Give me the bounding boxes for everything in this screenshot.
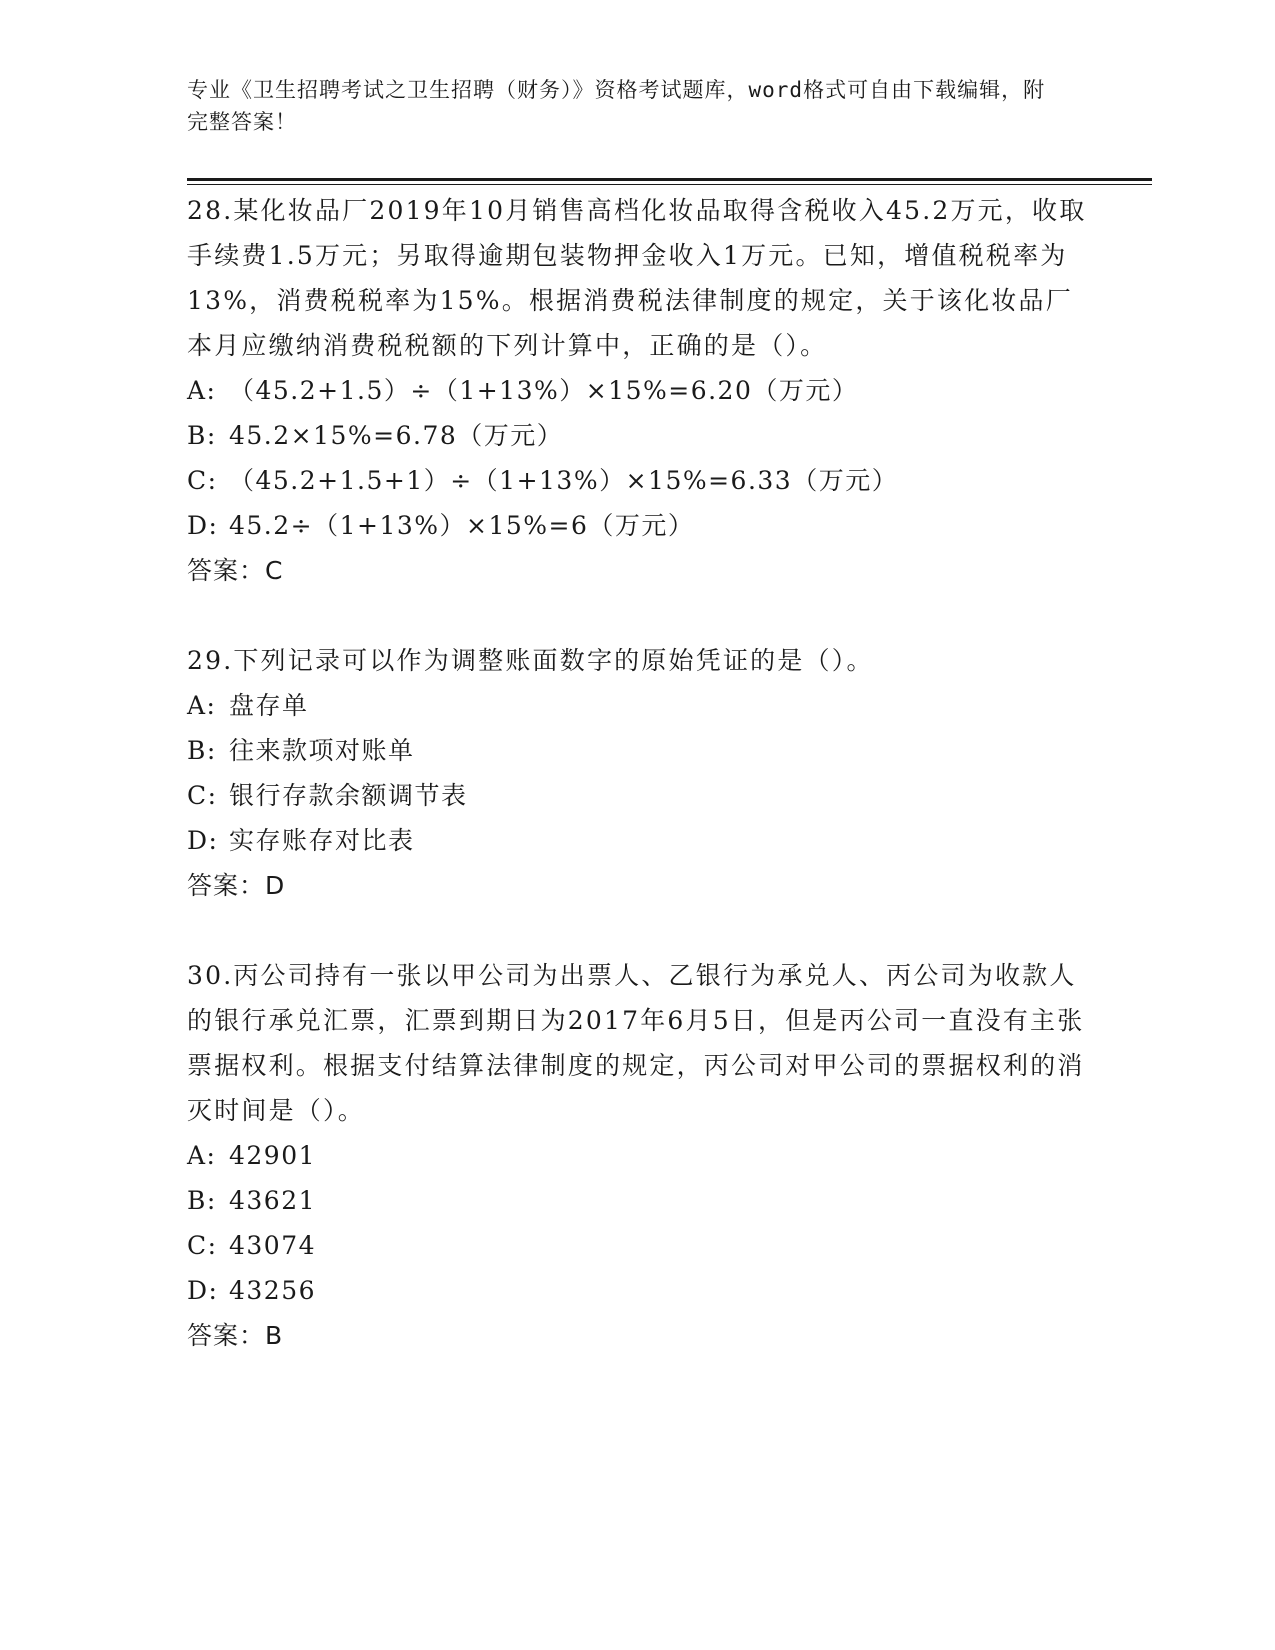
question-stem: 29.下列记录可以作为调整账面数字的原始凭证的是（）。 <box>187 646 874 675</box>
option-c <box>187 458 1087 503</box>
answer-line: 答案：D <box>187 871 286 900</box>
option-b <box>187 413 1087 458</box>
option-label: B: <box>187 1186 217 1215</box>
option-label: A: <box>187 376 217 405</box>
question-spacer <box>187 908 1087 953</box>
option-label: D: <box>187 511 219 540</box>
option-text: 盘存单 <box>229 691 309 720</box>
option-a <box>187 683 1087 728</box>
option-b <box>187 728 1087 773</box>
option-label: C: <box>187 466 218 495</box>
option-label: C: <box>187 781 218 810</box>
answer-line: 答案：B <box>187 1321 284 1350</box>
answer-line: 答案：C <box>187 556 284 585</box>
question-30 <box>187 953 1087 1358</box>
question-28 <box>187 188 1087 593</box>
option-label: D: <box>187 1276 219 1305</box>
option-text: 实存账存对比表 <box>229 826 415 855</box>
option-d <box>187 1268 1087 1313</box>
option-label: D: <box>187 826 219 855</box>
option-a <box>187 368 1087 413</box>
question-list <box>187 188 1087 1358</box>
question-29 <box>187 638 1087 908</box>
option-label: B: <box>187 736 217 765</box>
header-rule-thin <box>187 184 1152 185</box>
option-c <box>187 1223 1087 1268</box>
option-text: （45.2+1.5+1）÷（1+13%）×15%=6.33（万元） <box>229 466 899 495</box>
document-header: 专业《卫生招聘考试之卫生招聘（财务）》资格考试题库，word格式可自由下载编辑，附完整答案！ <box>187 78 1046 134</box>
option-text: 43074 <box>229 1231 317 1260</box>
option-text: 43621 <box>229 1186 317 1215</box>
option-label: C: <box>187 1231 218 1260</box>
option-label: B: <box>187 421 217 450</box>
option-text: 43256 <box>229 1276 317 1305</box>
option-label: A: <box>187 691 217 720</box>
option-a <box>187 1133 1087 1178</box>
question-spacer <box>187 593 1087 638</box>
option-text: 45.2÷（1+13%）×15%=6（万元） <box>229 511 695 540</box>
option-text: 42901 <box>229 1141 317 1170</box>
option-c <box>187 773 1087 818</box>
option-d <box>187 503 1087 548</box>
option-text: （45.2+1.5）÷（1+13%）×15%=6.20（万元） <box>229 376 859 405</box>
option-text: 银行存款余额调节表 <box>229 781 468 810</box>
option-d <box>187 818 1087 863</box>
option-text: 往来款项对账单 <box>229 736 415 765</box>
option-label: A: <box>187 1141 217 1170</box>
question-stem: 30.丙公司持有一张以甲公司为出票人、乙银行为承兑人、丙公司为收款人的银行承兑汇票，汇票到期日为2017年6月5日，但是丙公司一直没有主张票据权利。根据支付结算法律制度的规定，丙公司对甲公司的票据权利的消灭时间是（）。 <box>187 961 1085 1125</box>
question-stem: 28.某化妆品厂2019年10月销售高档化妆品取得含税收入45.2万元，收取手续费1.5万元；另取得逾期包装物押金收入1万元。已知，增值税税率为13%，消费税税率为15%。根据消费税法律制度的规定，关于该化妆品厂本月应缴纳消费税税额的下列计算中，正确的是（）。 <box>187 196 1087 360</box>
option-b <box>187 1178 1087 1223</box>
header-rule-thick <box>187 178 1152 181</box>
option-text: 45.2×15%=6.78（万元） <box>229 421 564 450</box>
